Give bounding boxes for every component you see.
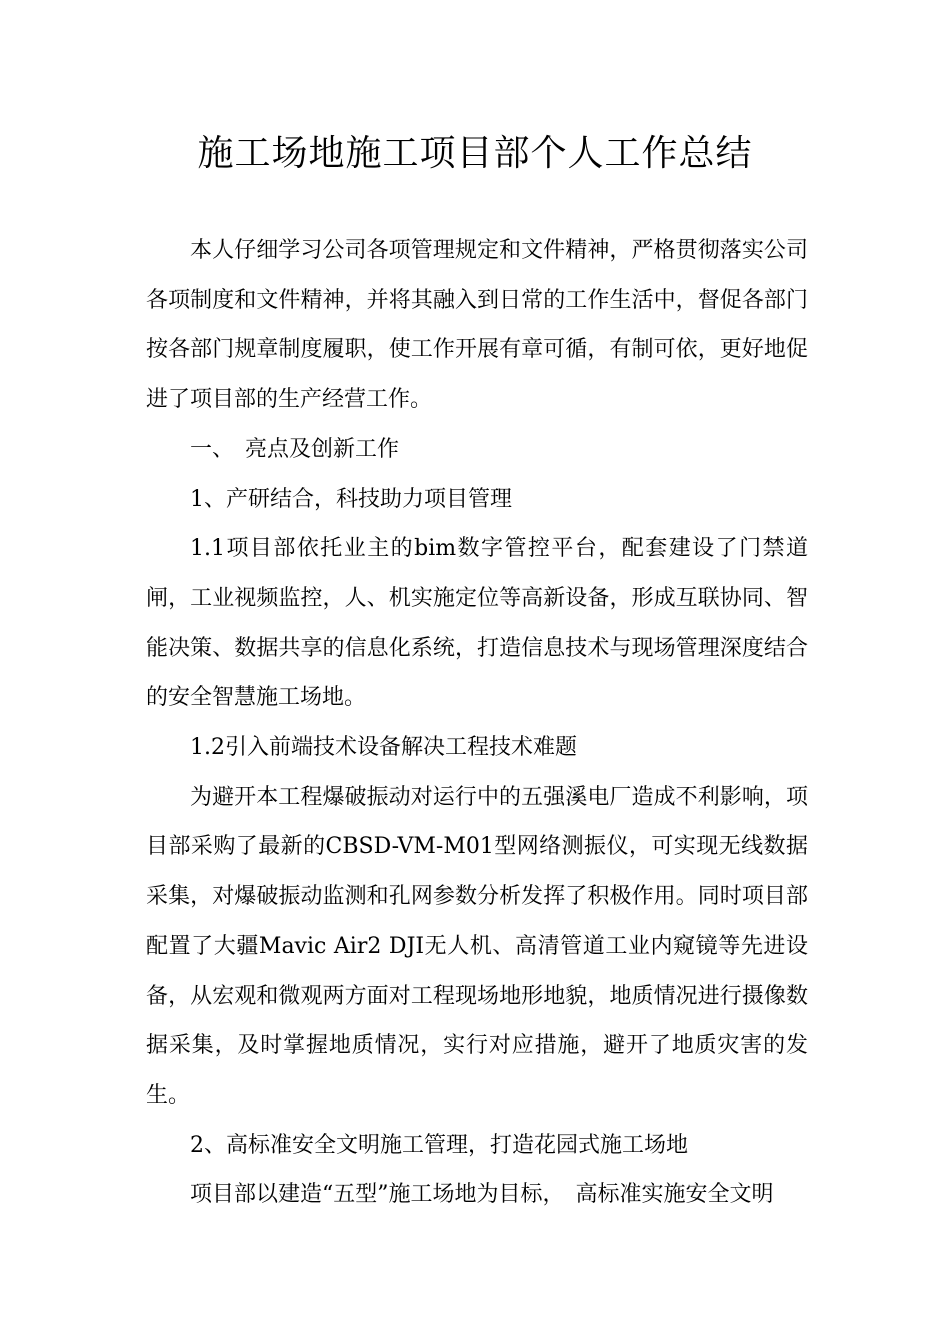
paragraph-2: 项目部以建造“五型”施工场地为目标， 高标准实施安全文明 — [190, 1182, 774, 1208]
document-body — [146, 226, 808, 1220]
document-title: 施工场地施工项目部个人工作总结 — [197, 133, 753, 174]
subsection-heading-1-2: 1.2引入前端技术设备解决工程技术难题 — [190, 735, 577, 761]
section-heading-highlights: 一、 亮点及创新工作 — [190, 436, 400, 462]
paragraph-intro: 本人仔细学习公司各项管理规定和文件精神，严格贯彻落实公司各项制度和文件精神，并将其融入到日常的工作生活中，督促各部门按各部门规章制度履职，使工作开展有章可循，有制可依，更好地促进了项目部的生产经营工作。 — [146, 238, 808, 413]
paragraph-1-1: 1.1项目部依托业主的bim数字管控平台，配套建设了门禁道闸，工业视频监控，人、机实施定位等高新设备，形成互联协同、智能决策、数据共享的信息化系统，打造信息技术与现场管理深度结合的安全智慧施工场地。 — [146, 536, 808, 711]
subsection-heading-2: 2、高标准安全文明施工管理，打造花园式施工场地 — [190, 1132, 688, 1158]
subsection-heading-1: 1、产研结合，科技助力项目管理 — [190, 486, 512, 512]
paragraph-1-2: 为避开本工程爆破振动对运行中的五强溪电厂造成不利影响，项目部采购了最新的CBSD-VM-M01型网络测振仪，可实现无线数据采集，对爆破振动监测和孔网参数分析发挥了积极作用。同时项目部配置了大疆Mavic Air2 DJI无人机、高清管道工业内窥镜等先进设备，从宏观和微观两方面对工程现场地形地貌，地质情况进行摄像数据采集，及时掌握地质情况，实行对应措施，避开了地质灾害的发生。 — [146, 784, 808, 1108]
